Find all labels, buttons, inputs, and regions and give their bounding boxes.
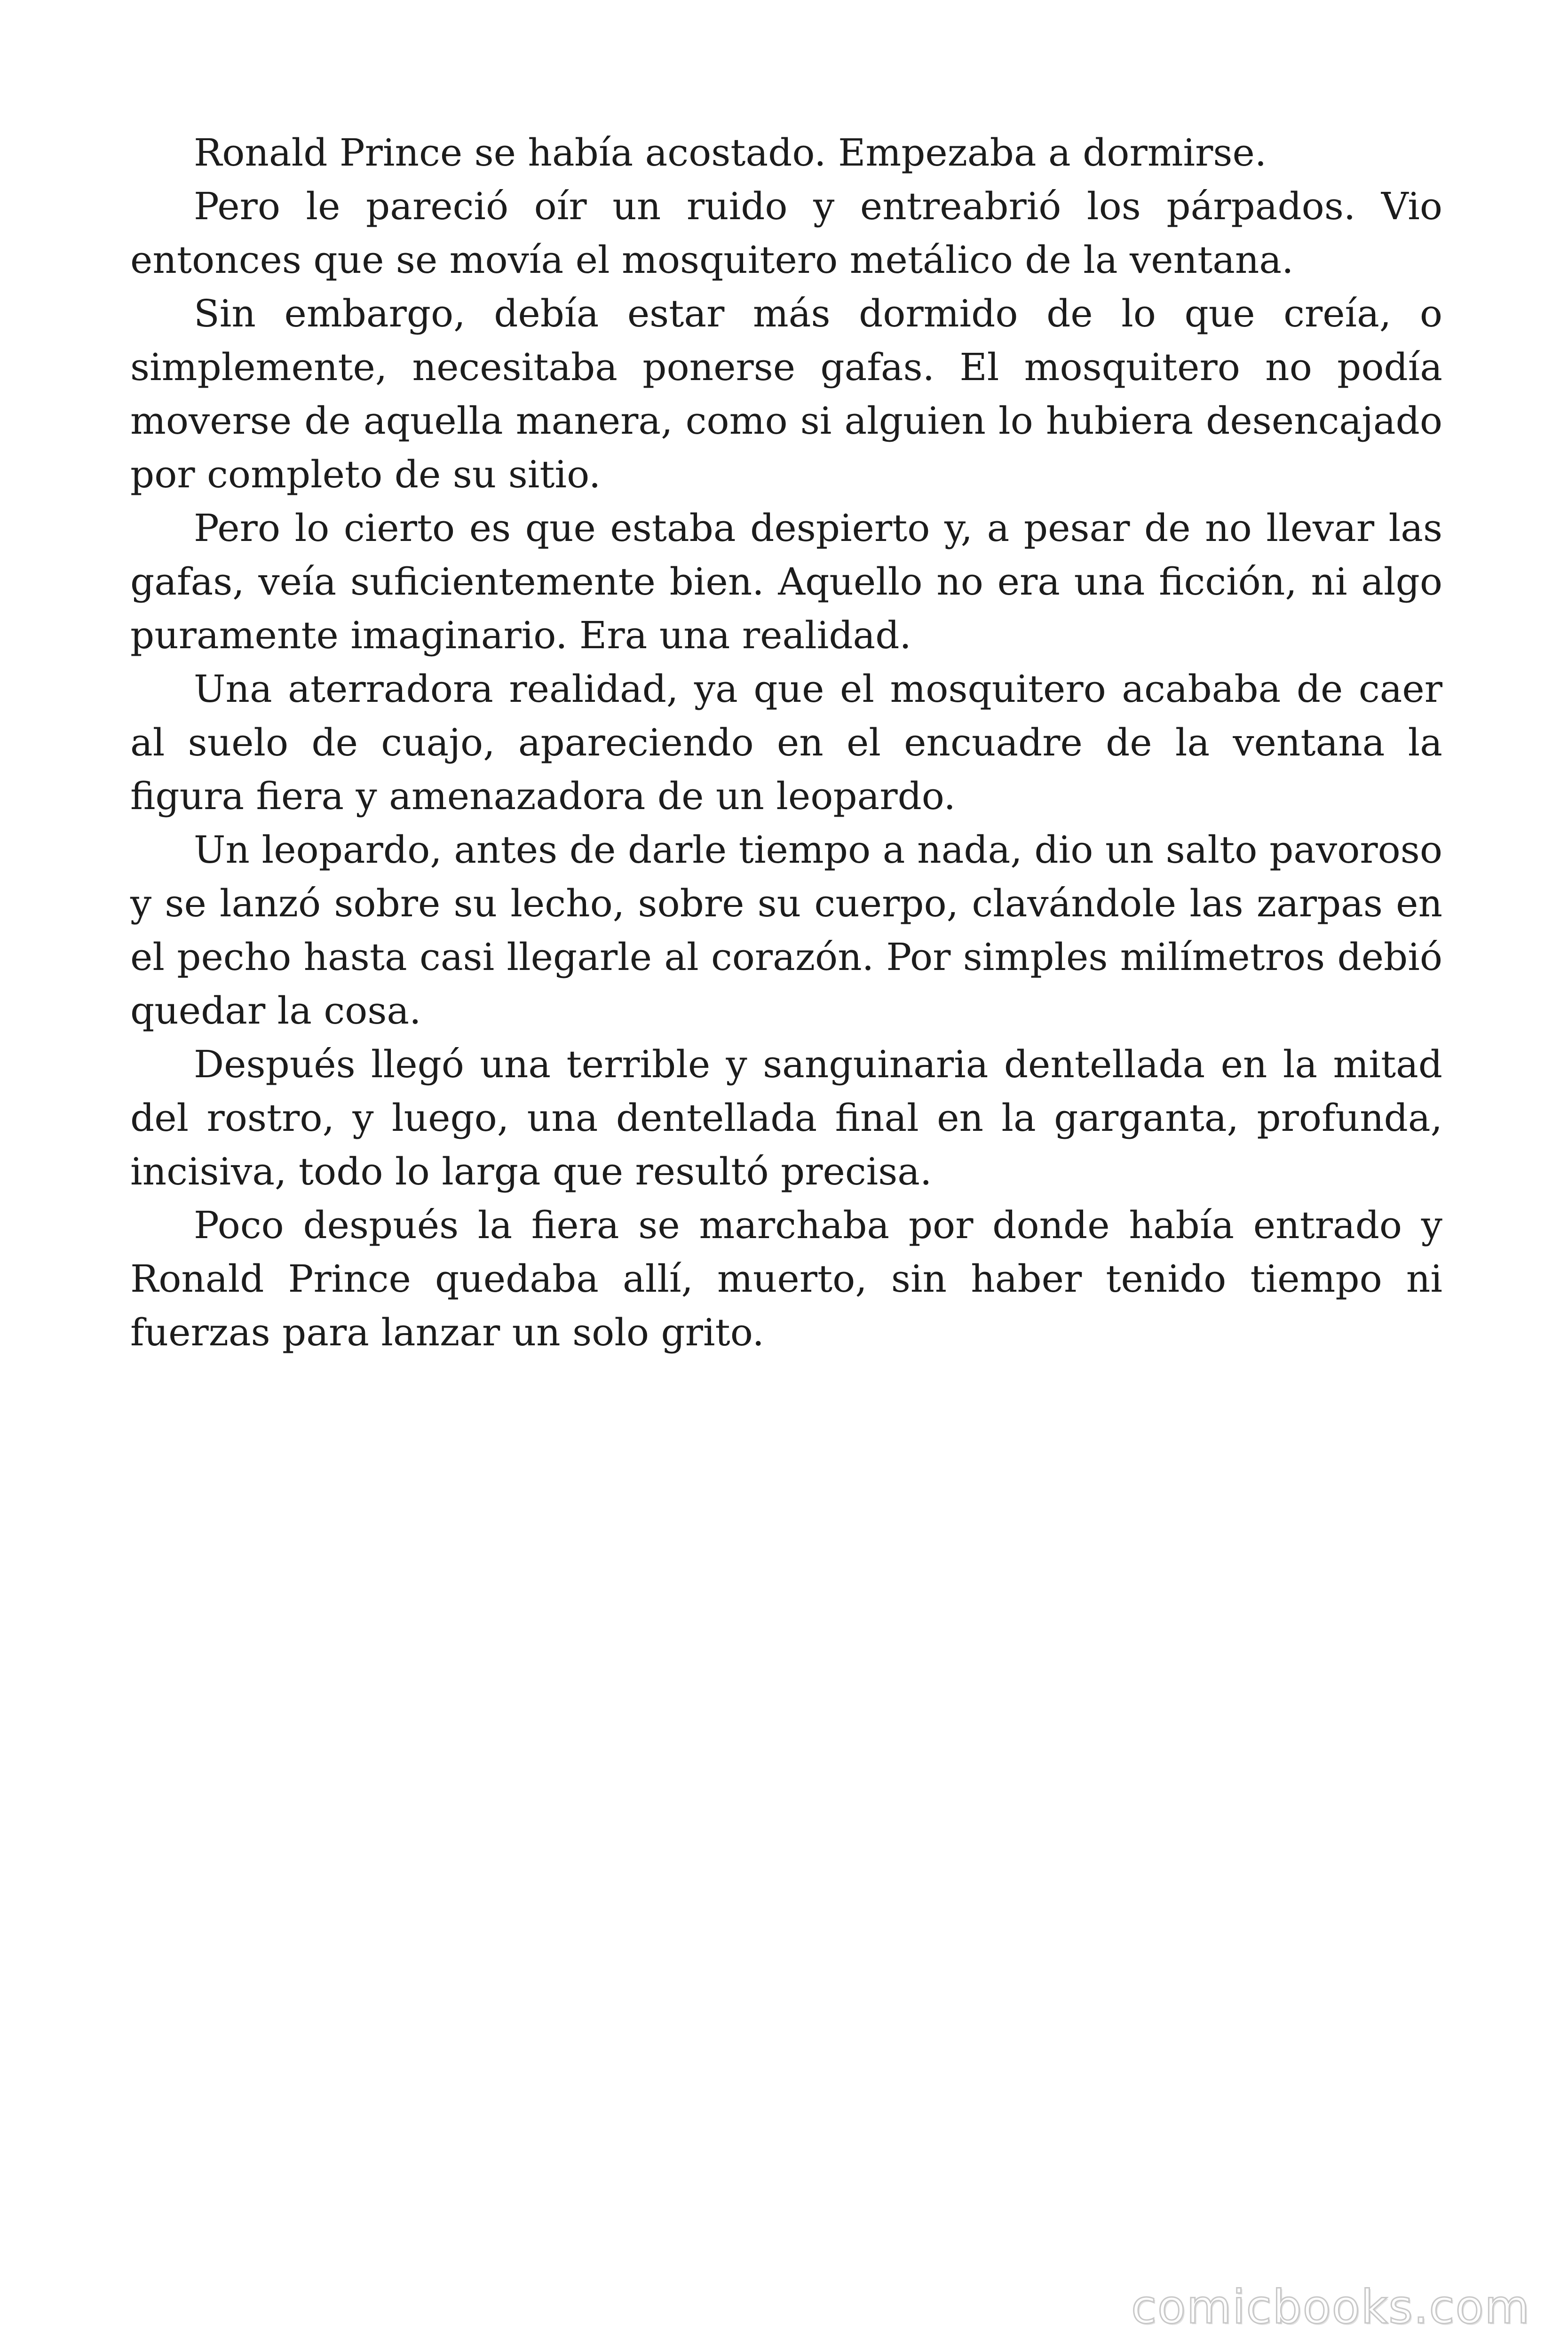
paragraph-8: Poco después la fiera se marchaba por donde había entrado y Ronald Prince quedaba allí, muerto, sin haber tenido tiempo ni fuerzas para lanzar un solo grito. (130, 1203, 1442, 1354)
paragraph-2: Pero le pareció oír un ruido y entreabrió los párpados. Vio entonces que se movía el mosquitero metálico de la ventana. (130, 184, 1442, 282)
watermark: comicbooks.com (1131, 2280, 1530, 2334)
paragraph-1: Ronald Prince se había acostado. Empezaba a dormirse. (194, 131, 1267, 175)
paragraph-6: Un leopardo, antes de darle tiempo a nada, dio un salto pavoroso y se lanzó sobre su lecho, sobre su cuerpo, clavándole las zarpas en el pecho hasta casi llegarle al corazón. Por simples milímetros debió quedar la cosa. (130, 828, 1442, 1033)
paragraph-3: Sin embargo, debía estar más dormido de lo que creía, o simplemente, necesitaba ponerse gafas. El mosquitero no podía moverse de aquella manera, como si alguien lo hubiera desencajado por completo de su sitio. (130, 292, 1442, 496)
paragraph-4: Pero lo cierto es que estaba despierto y, a pesar de no llevar las gafas, veía suficientemente bien. Aquello no era una ficción, ni algo puramente imaginario. Era una realidad. (130, 506, 1442, 657)
paragraph-5: Una aterradora realidad, ya que el mosquitero acababa de caer al suelo de cuajo, apareciendo en el encuadre de la ventana la figura fiera y amenazadora de un leopardo. (130, 667, 1442, 818)
paragraph-7: Después llegó una terrible y sanguinaria dentellada en la mitad del rostro, y luego, una dentellada final en la garganta, profunda, incisiva, todo lo larga que resultó precisa. (130, 1042, 1442, 1193)
body-text (130, 126, 1442, 1359)
